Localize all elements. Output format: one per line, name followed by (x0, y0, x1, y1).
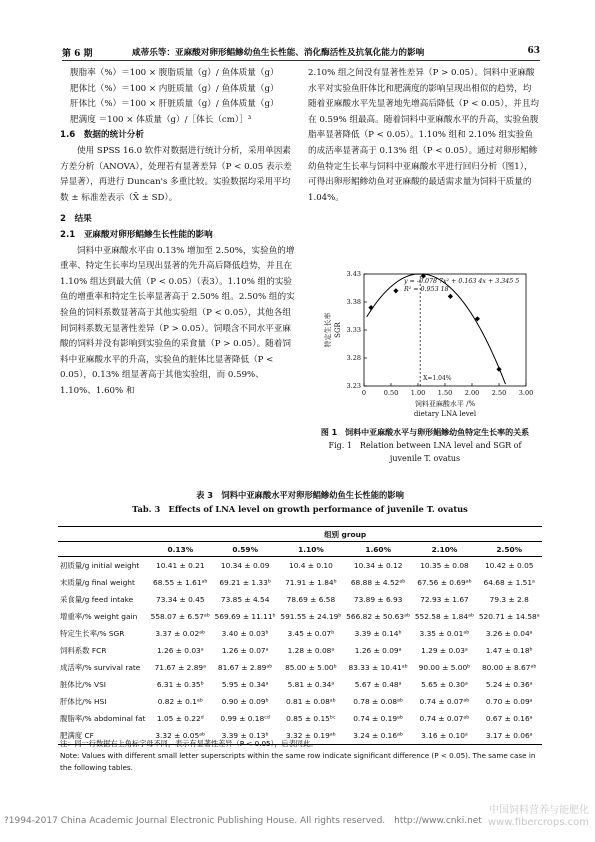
watermark-line-1: 中国饲料营养与能肥化 (489, 805, 589, 816)
table-cell: 569.69 ± 11.11ᵇ (214, 612, 276, 621)
table-cell: 71.91 ± 1.84ᵇ (285, 578, 337, 587)
x-axis-label-en: dietary LNA level (413, 410, 477, 418)
figure-1-caption (305, 426, 545, 465)
table-cell: 0.70 ± 0.09ᵃ (485, 697, 533, 706)
table-corner (58, 527, 148, 542)
table-cell: 85.00 ± 5.00ᵇ (285, 663, 337, 672)
table-cell: 3.17 ± 0.06ᵃ (476, 727, 542, 745)
right-column (308, 66, 540, 206)
table-note-en: Note: Values with different small letter superscripts within the same row indicate significant difference (P < 0.05). The same case in the following tables. (60, 751, 536, 772)
page-number: 63 (527, 46, 540, 56)
row-label: 成活率/% survival rate (60, 663, 141, 672)
r-squared: R² = 0.953 18 (404, 286, 449, 293)
section-heading-2: 2 结果 (60, 214, 92, 225)
table-cell: 3.39 ± 0.13ᵇ (212, 727, 278, 745)
table-cell: 5.95 ± 0.34ᵃ (221, 680, 269, 689)
table-cell: 5.81 ± 0.34ᵃ (287, 680, 335, 689)
row-label: 末质量/g final weight (60, 578, 135, 587)
table-cell: 0.78 ± 0.08ᵃᵇ (353, 697, 404, 706)
figure-caption-cn: 图 1 饲料中亚麻酸水平与卵形鲳鲹幼鱼特定生长率的关系 (320, 428, 530, 437)
table-caption-en: Tab. 3 Effects of LNA level on growth performance of juvenile T. ovatus (132, 504, 468, 514)
table-row (58, 659, 542, 676)
table-cell: 67.56 ± 0.69ᵃᵇ (417, 578, 472, 587)
table-cell: 73.34 ± 0.45 (156, 595, 205, 604)
sgr-scatter-plot (310, 268, 542, 418)
table-cell: 68.55 ± 1.61ᵃᵇ (153, 578, 208, 587)
x-tick-label: 2.00 (464, 389, 480, 397)
table-cell: 3.39 ± 0.14ᵇ (354, 629, 402, 638)
table-cell: 1.47 ± 0.18ᵇ (485, 646, 533, 655)
table-cell: 80.00 ± 8.67ᵃᵇ (481, 663, 537, 672)
data-point (448, 294, 453, 299)
table-cell: 1.29 ± 0.03ᵃ (421, 646, 468, 655)
x-axis-label-cn: 饲料亚麻酸水平 /% (414, 400, 476, 408)
table-cell: 10.41 ± 0.21 (156, 561, 205, 570)
table-cell: 78.69 ± 6.58 (286, 595, 336, 604)
row-label: 特定生长率/% SGR (60, 629, 125, 638)
x-tick-label: 2.50 (491, 389, 507, 397)
table-cell: 83.33 ± 10.41ᵃᵇ (348, 663, 408, 672)
table-cell: 81.67 ± 2.89ᵃᵇ (217, 663, 273, 672)
table-cell: 0.74 ± 0.07ᵃᵇ (419, 714, 470, 723)
table-cell: 72.93 ± 1.67 (420, 595, 469, 604)
table-cell: 552.58 ± 1.84ᵃᵇ (414, 612, 475, 621)
header-rule (62, 60, 540, 61)
row-label: 腹脂率/% abdominal fat (60, 714, 146, 723)
table-cell: 3.40 ± 0.03ᵇ (221, 629, 269, 638)
row-label: 增重率/% weight gain (60, 612, 138, 621)
table-row (58, 591, 542, 608)
y-tick-label: 3.43 (346, 270, 361, 279)
y-axis-label-cn: 特定生长率 (324, 312, 332, 348)
table-cell: 5.24 ± 0.36ᵃ (485, 680, 533, 689)
table-cell: 5.65 ± 0.30ᵃ (421, 680, 468, 689)
table-row (58, 574, 542, 591)
table-cell: 558.07 ± 6.57ᵃᵇ (150, 612, 210, 621)
table-cell: 0.74 ± 0.07ᵃᵇ (419, 697, 470, 706)
table-cell: 10.35 ± 0.08 (420, 561, 469, 570)
table-cell: 0.99 ± 0.18ᶜᵈ (220, 714, 270, 723)
section-heading-2-1: 2.1 亚麻酸对卵形鲳鲹生长性能的影响 (60, 229, 213, 240)
table-cell: 10.34 ± 0.09 (220, 561, 270, 570)
table-cell: 64.68 ± 1.51ᵃ (483, 578, 535, 587)
table-cell: 3.26 ± 0.04ᵃ (485, 629, 533, 638)
table-row (58, 557, 542, 575)
table-cell: 3.32 ± 0.19ᵃᵇ (278, 727, 344, 745)
table-cell: 10.34 ± 0.12 (353, 561, 403, 570)
formula-cf: 肥满度 ＝100 × 体质量（g）/［体长（cm）］³ (70, 114, 252, 125)
table-note-cn: 注：同一行数据右上角标字母不同，表示有显著性差异（P < 0.05），后表同此。 (60, 739, 318, 748)
copyright-line: ?1994-2017 China Academic Journal Electronic Publishing House. All rights reserved. http://www.cnki.net (4, 816, 482, 826)
table-cell: 3.35 ± 0.01ᵃᵇ (419, 629, 470, 638)
row-label: 肥满度 CF (58, 727, 148, 745)
data-point (496, 367, 501, 372)
running-title: 咸蒂乐等：亚麻酸对卵形鲳鲹幼鱼生长性能、消化酶活性及抗氧化能力的影响 (132, 48, 425, 58)
y-tick-label: 3.28 (346, 354, 361, 363)
y-tick-label: 3.23 (346, 382, 361, 391)
table-3-caption (60, 488, 540, 516)
table-corner-sub (58, 542, 148, 557)
table-body (58, 557, 542, 745)
row-label: 饲料系数 FCR (60, 646, 107, 655)
table-cell: 1.26 ± 0.07ᵃ (221, 646, 269, 655)
table-note (60, 738, 542, 774)
formula-vsi: 肥体比（%）＝100 × 内脏质量（g）/ 鱼体质量（g） (70, 83, 279, 94)
table-cell: 79.3 ± 2.8 (489, 595, 529, 604)
table-cell: 0.67 ± 0.16ᵃ (485, 714, 533, 723)
table-cell: 3.37 ± 0.02ᵃᵇ (155, 629, 206, 638)
column-header: 1.60% (344, 542, 413, 557)
y-tick-label: 3.33 (346, 326, 361, 335)
column-header: 2.50% (476, 542, 542, 557)
x-tick-label: 1.00 (410, 389, 426, 397)
y-axis-label-en: SGR (334, 322, 342, 338)
table-cell: 71.67 ± 2.89ᵃ (154, 663, 206, 672)
table-cell: 520.71 ± 14.58ᵃ (478, 612, 540, 621)
row-label: 采食量/g feed intake (60, 595, 134, 604)
column-header: 1.10% (278, 542, 344, 557)
section-heading-1-6: 1.6 数据的统计分析 (60, 130, 144, 141)
y-tick-label: 3.38 (346, 298, 361, 307)
table-cell: 1.05 ± 0.22ᵈ (156, 714, 204, 723)
formula-abdominal-fat: 腹脂率（%）＝100 × 腹脂质量（g）/ 鱼体质量（g） (70, 68, 279, 78)
x-tick-label: 0.50 (383, 389, 399, 397)
row-label: 脏体比/% VSI (60, 680, 106, 689)
table-caption-cn: 表 3 饲料中亚麻酸水平对卵形鲳鲹幼鱼生长性能的影响 (196, 490, 404, 500)
paragraph-results-continued: 2.10% 组之间没有显著性差异（P > 0.05）。饲料中亚麻酸水平对实验鱼肝体比和肥满度的影响呈现出相似的趋势，均随着亚麻酸水平先显著地先增高后降低（P < 0.05），并且均在 0.59% 组最高。随着饲料中亚麻酸水平的升高，实验鱼腹脂率显著降低（P < 0.05）。1.10% 组和 2.10% 组实验鱼的成活率显著高于 0.13% 组（P < 0.05）。通过对卵形鲳鲹幼鱼特定生长率与饲料中亚麻酸水平进行回归分析（图1），可得出卵形鲳鲹幼鱼对亚麻酸的最适需求量为饲料干质量的 1.04%。 (308, 68, 539, 203)
table-cell: 73.89 ± 6.93 (353, 595, 403, 604)
group-header: 组别 group (148, 527, 542, 542)
table-3 (58, 526, 542, 745)
x-tick-label: 0 (361, 389, 367, 397)
table-cell: 0.82 ± 0.1ᵃᵇ (157, 697, 203, 706)
table-cell: 90.00 ± 5.00ᵇ (418, 663, 471, 672)
column-header: 0.13% (148, 542, 212, 557)
figure-1-chart (310, 268, 542, 418)
left-column (60, 66, 296, 399)
table-cell: 1.28 ± 0.08ᵃ (287, 646, 335, 655)
row-label: 肝体比/% HSI (60, 697, 107, 706)
table-cell: 10.42 ± 0.05 (484, 561, 534, 570)
table-cell: 6.31 ± 0.35ᵇ (156, 680, 204, 689)
data-point (368, 305, 373, 310)
x-tick-label: 1.50 (437, 389, 453, 397)
figure-caption-en-2: juvenile T. ovatus (389, 454, 461, 463)
table-cell: 566.82 ± 50.63ᵃᵇ (346, 612, 411, 621)
table-cell: 5.67 ± 0.48ᵃ (354, 680, 402, 689)
table-cell: 1.26 ± 0.09ᵃ (354, 646, 402, 655)
table-cell: 0.81 ± 0.08ᵃᵇ (285, 697, 336, 706)
table-cell: 73.85 ± 4.54 (220, 595, 270, 604)
table-cell: 10.4 ± 0.10 (289, 561, 333, 570)
table-cell: 0.85 ± 0.15ᵇᶜ (286, 714, 336, 723)
table-cell: 1.26 ± 0.03ᵃ (156, 646, 204, 655)
table-cell: 0.90 ± 0.09ᵇ (221, 697, 269, 706)
table-row (58, 693, 542, 710)
table-row (58, 676, 542, 693)
table-cell: 69.21 ± 1.33ᵇ (219, 578, 271, 587)
formula-hsi: 肝体比（%）＝100 × 肝脏质量（g）/ 鱼体质量（g） (70, 99, 279, 110)
figure-caption-en-1: Fig. 1 Relation between LNA level and SGR of (328, 441, 522, 450)
row-label: 初质量/g initial weight (60, 561, 140, 570)
data-point (393, 288, 398, 293)
table-row (58, 608, 542, 625)
table-cell: 0.74 ± 0.19ᵃᵇ (353, 714, 404, 723)
regression-equation: y = -0.078 7x² + 0.163 4x + 3.345 5 (404, 278, 520, 285)
watermark-line-2: www.fibercrops.com (487, 817, 589, 828)
column-header: 2.10% (413, 542, 477, 557)
table-cell: 3.45 ± 0.07ᵇ (287, 629, 335, 638)
issue-number: 第 6 期 (62, 49, 93, 59)
column-header: 0.59% (212, 542, 278, 557)
paragraph-statistics: 使用 SPSS 16.0 软件对数据进行统计分析，采用单因素方差分析（ANOVA），处理若有显著差异（P < 0.05 表示差异显著），再进行 Duncan's 多重比较。实验数据均采用平均数 ± 标准差表示（X̄ ± SD）。 (60, 145, 292, 203)
table-cell: 68.88 ± 4.52ᵃᵇ (350, 578, 406, 587)
optimum-label: X=1.04% (423, 375, 452, 382)
table-cell: 3.24 ± 0.16ᵃᵇ (344, 727, 413, 745)
table-row (58, 710, 542, 727)
table-cell: 3.32 ± 0.05ᵃᵇ (148, 727, 212, 745)
table-cell: 591.55 ± 24.19ᵇ (280, 612, 342, 621)
table-cell: 3.16 ± 0.10ᵃ (413, 727, 477, 745)
table-row (58, 642, 542, 659)
watermark (488, 805, 589, 829)
x-tick-label: 3.00 (518, 389, 534, 397)
paragraph-results: 饲料中亚麻酸水平由 0.13% 增加至 2.50%，实验鱼的增重率、特定生长率均呈现出显著的先升高后降低趋势，并且在 1.10% 组达到最大值（P < 0.05）（表3）。1.10% 组的实验鱼的增重率和特定生长率显著高于 2.50% 组。2.50% 组的实验鱼的饲料系数显著高于其他实验组（P < 0.05），其他各组间饲料系数无显著性差异（P > 0.05）。饲喂含不同水平亚麻酸的饲料并没有影响到实验鱼的采食量（P > 0.05）。随着饲料中亚麻酸水平的升高，实验鱼的脏体比显著降低（P < 0.05），0.13% 组显著高于其他实验组，而 0.59%、1.10%、1.60% 和 (60, 245, 295, 396)
table-row (58, 625, 542, 642)
